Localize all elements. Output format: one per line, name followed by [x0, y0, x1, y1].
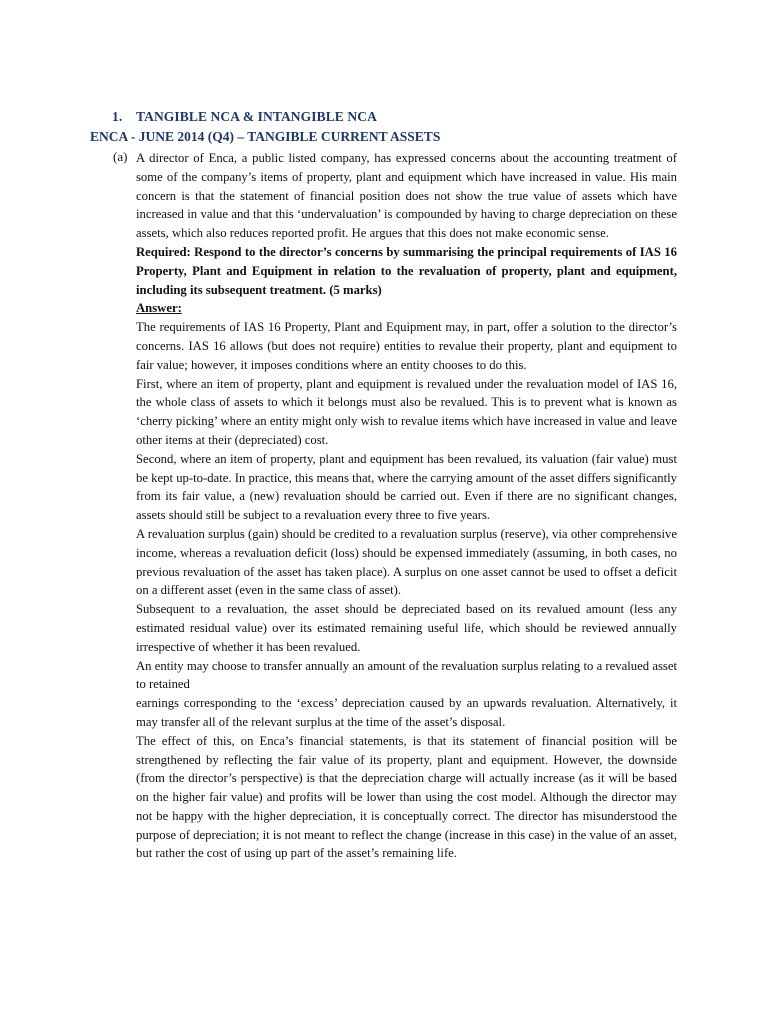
question-text: A director of Enca, a public listed company, has expressed concerns about the accounting treatment of some of the company’s items of property, plant and equipment which have increased in value. His main concern is that the statement of financial position does not show the true value of assets which have increased in value and that this ‘undervaluation’ is compounded by having to charge depreciation on these assets, which also reduces reported profit. He argues that this does not make economic sense. — [136, 151, 677, 241]
section-title: TANGIBLE NCA & INTANGIBLE NCA — [136, 109, 377, 124]
answer-paragraph: The effect of this, on Enca’s financial statements, is that its statement of financial position will be strengthened by reflecting the fair value of its property, plant and equipment. However, the downside (from the director’s perspective) is that the depreciation charge will actually increase (as it will be based on the higher fair value) and profits will be lower than using the cost model. Although the director may not be happy with the higher depreciation, it is conceptually correct. The director has misunderstood the purpose of depreciation; it is not meant to reflect the change (increase in this case) in the value of an asset, but rather the cost of using up part of the asset’s remaining life. — [136, 733, 677, 861]
answer-paragraph: earnings corresponding to the ‘excess’ depreciation caused by an upwards revaluation. Alternatively, it may transfer all of the relevant surplus at the time of the asset’s disposal. — [136, 696, 677, 729]
required-statement: Required: Respond to the director’s concerns by summarising the principal requirements of IAS 16 Property, Plant and Equipment in relation to the revaluation of property, plant and equipment, including its subsequent treatment. (5 marks) — [136, 244, 677, 297]
answer-paragraph: An entity may choose to transfer annually an amount of the revaluation surplus relating to a revalued asset to retained — [136, 658, 677, 692]
answer-paragraph: Subsequent to a revaluation, the asset should be depreciated based on its revalued amount (less any estimated residual value) over its estimated remaining useful life, which should be reviewed annually irrespective of whether it has been revalued. — [136, 602, 677, 654]
answer-paragraph: The requirements of IAS 16 Property, Plant and Equipment may, in part, offer a solution to the director’s concerns. IAS 16 allows (but does not require) entities to revalue their property, plant and equipment to fair value; however, it imposes conditions where an entity chooses to do this. — [136, 320, 677, 372]
answer-paragraph: Second, where an item of property, plant and equipment has been revalued, its valuation (fair value) must be kept up-to-date. In practice, this means that, where the carrying amount of the asset differs significantly from its fair value, a (new) revaluation should be carried out. Even if there are no significant changes, assets should still be subject to a revaluation every three to five years. — [136, 451, 677, 523]
answer-label: Answer: — [136, 301, 182, 316]
question-title: ENCA - JUNE 2014 (Q4) – TANGIBLE CURRENT ASSETS — [90, 129, 441, 144]
section-number: 1. — [112, 109, 123, 124]
answer-paragraph: First, where an item of property, plant and equipment is revalued under the revaluation model of IAS 16, the whole class of assets to which it belongs must also be revalued. This is to prevent what is known as ‘cherry picking’ where an entity might only wish to revalue items which have increased in value and leave other items at their (depreciated) cost. — [136, 376, 677, 447]
section-heading — [112, 109, 377, 125]
question-body — [136, 149, 677, 863]
answer-paragraph: A revaluation surplus (gain) should be credited to a revaluation surplus (reserve), via other comprehensive income, whereas a revaluation deficit (loss) should be expensed immediately (assuming, in both cases, no previous revaluation of the asset has taken place). A surplus on one asset cannot be used to offset a deficit on a different asset (even in the same class of asset). — [136, 526, 677, 598]
question-part-label: (a) — [113, 149, 128, 164]
